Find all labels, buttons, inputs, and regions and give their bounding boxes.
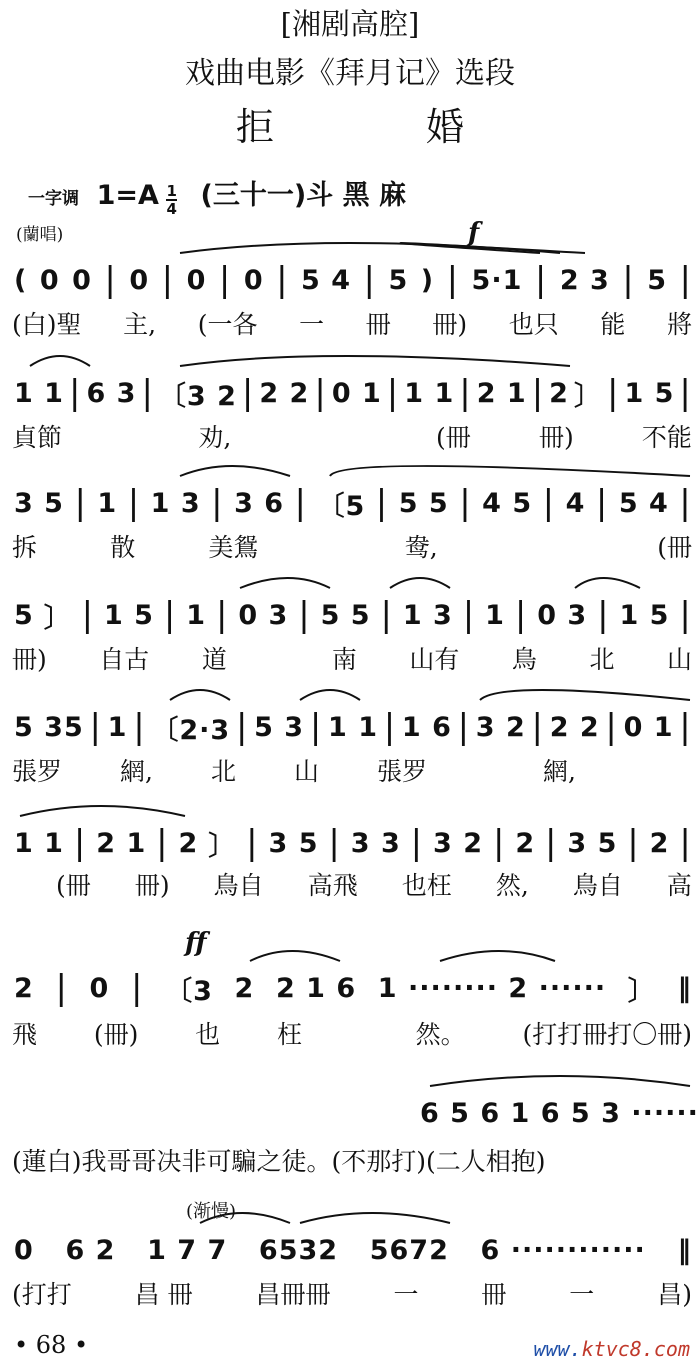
barline: | <box>328 823 341 863</box>
note-group: 1 5 <box>103 599 154 631</box>
lyric-syllable: (白)聖 <box>12 310 82 339</box>
note-group: 6 3 <box>86 377 137 409</box>
lyric-syllable: 張罗 <box>12 757 63 786</box>
notation-tokens <box>14 1225 692 1275</box>
lyric-syllable: 自古 <box>99 645 150 674</box>
barline: | <box>309 707 323 747</box>
lyric-syllable: 不能 <box>641 423 692 452</box>
note-group: 1 3 <box>402 599 453 631</box>
lyric-syllable: 冊) <box>432 310 468 339</box>
barline: | <box>446 260 460 300</box>
barline: | <box>74 483 87 523</box>
note-group: 3 2 <box>433 827 484 859</box>
barline: | <box>73 823 87 863</box>
barline: | <box>314 373 327 413</box>
notation-row <box>0 368 700 418</box>
dynamic-forte: f <box>468 218 480 248</box>
note-group: 1 <box>186 599 207 631</box>
notation-row <box>0 1088 700 1138</box>
slur-arc <box>0 346 700 370</box>
notation-row <box>0 590 700 640</box>
note-group: 5 5 <box>320 599 371 631</box>
barline: | <box>462 595 476 635</box>
lyric-syllable: (冊) <box>93 1020 139 1049</box>
notation-tokens <box>14 368 692 418</box>
lyric-syllable: 也只 <box>508 310 559 339</box>
note-group: 1 <box>97 487 118 519</box>
slur-arc <box>0 456 700 480</box>
lyric-syllable: (冊 <box>56 871 91 900</box>
lyric-syllable: 然, <box>495 871 529 900</box>
lyric-syllable: 冊) <box>12 645 47 674</box>
note-group: 6 ············ <box>480 1234 646 1266</box>
lyric-syllable: 冊) <box>538 423 574 452</box>
note-group: 3 3 <box>350 827 401 859</box>
barline: | <box>410 823 424 863</box>
meter-numerator: 1 <box>166 181 177 200</box>
lyric-syllable: (打打 <box>12 1280 72 1309</box>
note-group: 3 5 <box>14 487 64 519</box>
note-group: 3 5 <box>268 827 319 859</box>
lyric-syllable: 飛 <box>12 1020 38 1049</box>
lyric-syllable: 一 <box>569 1280 595 1309</box>
lyric-syllable: 將 <box>666 310 692 339</box>
note-group: 4 5 <box>482 487 533 519</box>
page-title: 拒 婚 <box>235 105 535 149</box>
lyric-row <box>12 305 692 341</box>
note-group: 1 1 <box>14 827 64 859</box>
lyric-syllable: 主, <box>123 310 157 339</box>
note-group: 1 7 7 <box>147 1234 228 1266</box>
note-group: 〕 <box>573 380 602 412</box>
note-group: 〔3 2 <box>158 380 237 412</box>
note-group: 1 3 <box>150 487 201 519</box>
barline: | <box>679 595 692 635</box>
lyric-syllable: 冊) <box>134 871 170 900</box>
barline: ‖ <box>677 972 692 1004</box>
barline: | <box>605 707 618 747</box>
barline: | <box>298 595 311 635</box>
note-group: 5·1 <box>471 264 523 296</box>
note-group: 2 1 6 <box>275 972 357 1004</box>
note-group: 0 3 <box>537 599 588 631</box>
lyric-row <box>12 752 692 788</box>
note-group: 2 2 <box>549 711 600 743</box>
barline: | <box>457 707 471 747</box>
note-group: 3 5 <box>567 827 618 859</box>
note-group: 0 <box>129 264 150 296</box>
lyric-syllable: 昌冊冊 <box>255 1280 331 1309</box>
lyric-syllable: 鳥自 <box>572 871 623 900</box>
note-group: 〕 <box>627 975 656 1007</box>
lyric-syllable: 高飛 <box>307 871 358 900</box>
note-group: 2 <box>14 972 34 1004</box>
lyric-row <box>12 1015 692 1051</box>
lyric-syllable: 也枉 <box>401 871 452 900</box>
note-group: 2 <box>515 827 536 859</box>
barline: | <box>211 483 224 523</box>
barline: | <box>622 260 635 300</box>
barline: | <box>246 823 259 863</box>
barline: | <box>595 483 609 523</box>
subtitle-heading: 戏曲电影《拜月记》选段 <box>185 56 515 91</box>
note-group: 〔2·3 <box>151 714 231 746</box>
slur-arc <box>0 1066 700 1090</box>
lyric-syllable: 冊 <box>481 1280 507 1309</box>
notation-tokens <box>14 963 692 1013</box>
barline: | <box>130 968 144 1008</box>
barline: | <box>241 373 255 413</box>
barline: | <box>545 823 558 863</box>
note-group: 0 <box>72 264 92 296</box>
note-group: 2 <box>649 827 670 859</box>
note-group: 1 5 <box>624 377 675 409</box>
barline: | <box>163 595 177 635</box>
barline: | <box>363 260 376 300</box>
meter-denominator: 4 <box>166 199 177 218</box>
barline: | <box>141 373 154 413</box>
barline: | <box>459 483 472 523</box>
note-group: 1 1 <box>404 377 455 409</box>
barline: | <box>294 483 308 523</box>
barline: | <box>459 373 472 413</box>
barline: | <box>531 707 544 747</box>
barline: | <box>375 483 389 523</box>
lyric-syllable: 劝, <box>198 423 232 452</box>
lyric-syllable: 山有 <box>409 645 460 674</box>
lyric-syllable: 散 <box>110 533 136 562</box>
barline: | <box>380 595 393 635</box>
barline: | <box>81 595 95 635</box>
note-group: 0 <box>186 264 207 296</box>
lyric-row <box>12 1142 692 1178</box>
barline: ‖ <box>677 1234 692 1266</box>
lyric-syllable: 網, <box>543 757 576 786</box>
lyric-syllable: 鸯, <box>404 533 438 562</box>
note-group: 5672 <box>369 1234 449 1266</box>
barline: | <box>679 823 692 863</box>
notation-row <box>0 818 700 868</box>
watermark-site <box>533 1337 690 1361</box>
note-group: 5 <box>388 264 409 296</box>
lyric-row <box>12 528 692 564</box>
meter-fraction <box>166 183 176 217</box>
lyric-row <box>12 418 692 454</box>
note-group: 0 <box>243 264 264 296</box>
notation-row <box>0 963 700 1013</box>
note-group: 1 6 <box>401 711 452 743</box>
lyric-syllable: 鳥自 <box>213 871 264 900</box>
barline: | <box>127 483 141 523</box>
watermark-prefix: www. <box>533 1337 582 1361</box>
lyric-syllable: 高 <box>666 871 692 900</box>
page-number: • 68 • <box>14 1331 89 1359</box>
barline: | <box>606 373 620 413</box>
notation-tokens <box>14 702 692 752</box>
barline: | <box>68 373 82 413</box>
tune-name: (三十一)斗 黑 麻 <box>200 180 406 211</box>
barline: | <box>161 260 175 300</box>
slur-arc <box>0 1203 700 1227</box>
lyric-syllable: 山 <box>666 645 692 674</box>
note-group: 2 <box>178 827 199 859</box>
barline: | <box>534 260 548 300</box>
note-group: 1 1 <box>328 711 378 743</box>
lyric-syllable: 美鴛 <box>208 533 259 562</box>
note-group: 2 1 <box>476 377 527 409</box>
barline: | <box>235 707 249 747</box>
barline: | <box>55 968 68 1008</box>
note-group: 2 <box>549 377 569 409</box>
lyric-syllable: 張罗 <box>377 757 428 786</box>
note-group: 〔5 <box>317 490 366 522</box>
note-group: 2 3 <box>559 264 610 296</box>
note-group: 1 5 <box>619 599 670 631</box>
notation-row <box>0 1225 700 1275</box>
barline: | <box>133 707 146 747</box>
key-label: 1=A <box>96 180 159 211</box>
note-group: 1 <box>107 711 128 743</box>
lyric-syllable: (打打冊打〇冊) <box>522 1020 692 1049</box>
notation-tokens <box>14 818 692 868</box>
lyric-syllable: (冊 <box>435 423 471 452</box>
barline: | <box>89 707 102 747</box>
lyric-syllable: 冊 <box>365 310 391 339</box>
note-group: 3 6 <box>234 487 285 519</box>
barline: | <box>597 595 610 635</box>
lyric-syllable: 北 <box>589 645 615 674</box>
barline: | <box>531 373 545 413</box>
barline: | <box>218 260 232 300</box>
note-group: 5 35 <box>14 711 84 743</box>
lyric-syllable: 山 <box>293 757 319 786</box>
notation-row <box>0 478 700 528</box>
barline: | <box>679 483 692 523</box>
notation-row <box>0 255 700 305</box>
note-group: 1 ········ 2 ······ <box>377 972 607 1004</box>
note-group: 5 <box>14 599 34 631</box>
note-group: 1 <box>485 599 505 631</box>
barline: | <box>492 823 506 863</box>
note-group: 6532 <box>258 1234 339 1266</box>
note-group: 2 <box>234 972 255 1004</box>
lyric-syllable: 昌) <box>657 1280 692 1309</box>
lyric-syllable: 昌 冊 <box>134 1280 193 1309</box>
note-group: 6 5 6 1 6 5 3 ······ <box>420 1097 699 1129</box>
lyric-syllable: 枉 <box>276 1020 302 1049</box>
lyric-syllable: 一 <box>299 310 325 339</box>
lyric-syllable: 一 <box>393 1280 419 1309</box>
role-note: (蘭唱) <box>16 225 64 245</box>
barline: | <box>383 707 397 747</box>
slur-arc <box>0 680 700 704</box>
notation-tokens <box>14 590 692 640</box>
note-group: 3 2 <box>475 711 526 743</box>
note-group: 〕 <box>208 830 237 862</box>
lyric-syllable: (一各 <box>197 310 258 339</box>
barline: | <box>276 260 289 300</box>
lyric-syllable: (蓮白)我哥哥决非可騙之徒。(不那打)(二人相抱) <box>12 1147 546 1176</box>
note-group: 6 2 <box>65 1234 116 1266</box>
note-group: 5 <box>647 264 668 296</box>
barline: | <box>627 823 640 863</box>
note-group: 〕 <box>43 602 72 634</box>
note-group: 5 4 <box>618 487 669 519</box>
dynamic-fortissimo: ff <box>185 928 207 958</box>
lyric-syllable: 北 <box>210 757 236 786</box>
note-group: 0 <box>89 972 110 1004</box>
barline: | <box>156 823 169 863</box>
note-group: 5 4 <box>301 264 352 296</box>
note-group: 0 1 <box>331 377 382 409</box>
lyric-syllable: 也 <box>195 1020 221 1049</box>
lyric-syllable: 南 <box>331 645 357 674</box>
note-group: 0 1 <box>623 711 674 743</box>
genre-heading: [湘剧高腔] <box>280 7 420 41</box>
key-signature-line <box>28 173 406 217</box>
slur-arc <box>0 796 700 820</box>
slur-arc <box>0 568 700 592</box>
note-group: 4 <box>565 487 586 519</box>
lyric-syllable: 能 <box>600 310 626 339</box>
lyric-syllable: (冊 <box>657 533 692 562</box>
lyric-syllable: 貞節 <box>12 423 63 452</box>
lyric-syllable: 拆 <box>12 533 38 562</box>
tempo-mark: (渐慢) <box>186 1201 237 1222</box>
note-group: 5 3 <box>254 711 305 743</box>
watermark-domain: ktvc8.com <box>581 1337 690 1361</box>
notation-tokens <box>14 255 692 305</box>
barline: | <box>215 595 229 635</box>
note-group: 0 <box>39 264 60 296</box>
lyric-row <box>12 1275 692 1311</box>
barline: | <box>542 483 556 523</box>
notation-row <box>0 702 700 752</box>
note-group: ( <box>14 264 28 296</box>
barline: | <box>679 373 692 413</box>
lyric-row <box>12 640 692 676</box>
barline: | <box>104 260 117 300</box>
lyric-row <box>12 866 692 902</box>
note-group: 0 <box>14 1234 34 1266</box>
note-group: 5 5 <box>398 487 449 519</box>
barline: | <box>386 373 400 413</box>
slur-arc <box>0 233 700 257</box>
barline: | <box>679 707 692 747</box>
note-group: 0 3 <box>238 599 289 631</box>
slur-arc <box>0 941 700 965</box>
lyric-syllable: 網, <box>120 757 153 786</box>
note-group: 2 1 <box>96 827 147 859</box>
notation-tokens <box>14 478 692 528</box>
note-group: 〔3 <box>165 975 213 1007</box>
lyric-syllable: 鳥 <box>511 645 537 674</box>
note-group: 1 1 <box>14 377 64 409</box>
lyric-syllable: 然。 <box>415 1020 466 1049</box>
notation-tokens <box>420 1088 699 1138</box>
barline: | <box>679 260 692 300</box>
note-group: 2 2 <box>259 377 310 409</box>
barline: | <box>514 595 528 635</box>
lyric-syllable: 道 <box>201 645 227 674</box>
mode-label: 一字调 <box>28 189 79 209</box>
note-group: ) <box>420 264 435 296</box>
